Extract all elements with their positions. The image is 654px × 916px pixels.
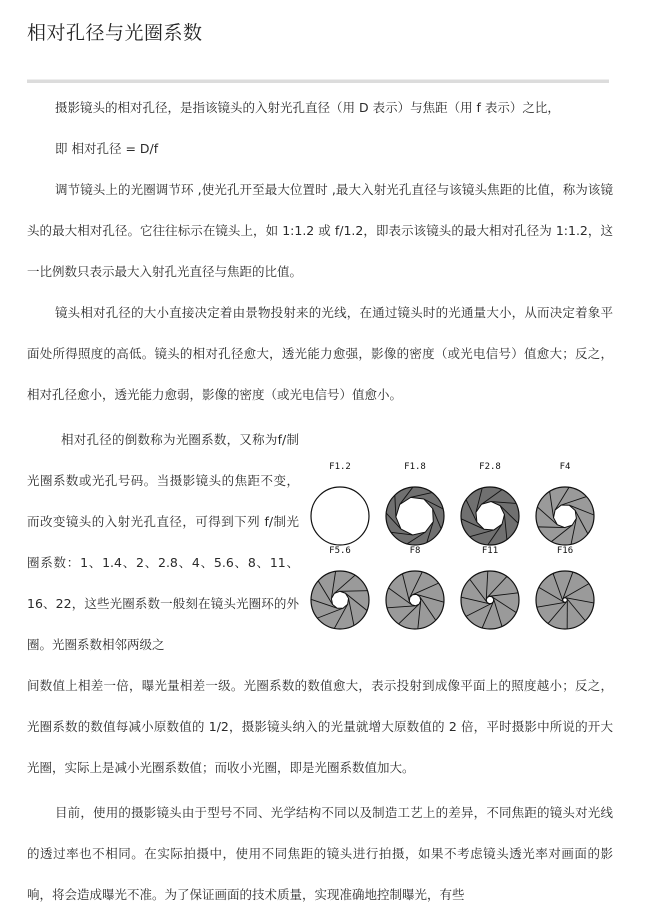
aperture-icon xyxy=(308,568,372,632)
title-divider xyxy=(27,79,609,83)
paragraph-3: 镜头相对孔径的大小直接决定着由景物投射来的光线，在通过镜头时的光通量大小，从而决定着象平面处所得照度的高低。镜头的相对孔径愈大，透光能力愈强，影像的密度（或光电信号）值愈大；反之，相对孔径愈小，透光能力愈弱，影像的密度（或光电信号）值愈小。 xyxy=(27,305,613,402)
aperture-icon xyxy=(533,484,597,548)
aperture-label-f1-8: F1.8 xyxy=(404,462,426,472)
aperture-icon xyxy=(383,484,447,548)
paragraph-6: 目前，使用的摄影镜头由于型号不同、光学结构不同以及制造工艺上的差异，不同焦距的镜头对光线的透过率也不相同。在实际拍摄中，使用不同焦距的镜头进行拍摄，如果不考虑镜头透光率对画面的影响，将会造成曝光不准。为了保证画面的技术质量，实现准确地控制曝光，有些 xyxy=(27,805,613,902)
aperture-icon xyxy=(458,568,522,632)
aperture-label-f2-8: F2.8 xyxy=(479,462,501,472)
aperture-label-f11: F11 xyxy=(481,546,499,556)
aperture-label-f5-6: F5.6 xyxy=(329,546,351,556)
aperture-icon xyxy=(458,484,522,548)
aperture-icon xyxy=(308,484,372,548)
aperture-label-f1-2: F1.2 xyxy=(329,462,351,472)
page-title: 相对孔径与光圈系数 xyxy=(27,22,203,44)
paragraph-2: 调节镜头上的光圈调节环 ,使光孔开至最大位置时 ,最大入射光孔直径与该镜头焦距的比值，称为该镜头的最大相对孔径。它往往标示在镜头上，如 1:1.2 或 f/1.2，即表示该镜头的最大相对孔径为 1:1.2，这一比例数只表示最大入射孔光直径与焦距的比值。 xyxy=(27,182,613,279)
paragraph-5: 间数值上相差一倍，曝光量相差一级。光圈系数的数值愈大，表示投射到成像平面上的照度越小；反之，光圈系数的数值每减小原数值的 1/2，摄影镜头纳入的光量就增大原数值的 2 倍，平时摄影中所说的开大光圈，实际上是减小光圈系数值；而收小光圈，即是光圈系数值加大。 xyxy=(27,678,613,775)
paragraph-formula: 即 相对孔径 = D/f xyxy=(55,141,159,156)
aperture-icon xyxy=(383,568,447,632)
aperture-label-f16: F16 xyxy=(556,546,574,556)
aperture-label-f4: F4 xyxy=(559,462,571,472)
aperture-label-f8: F8 xyxy=(409,546,421,556)
paragraph-4: 相对孔径的倒数称为光圈系数，又称为f/制光圈系数或光孔号码。当摄影镜头的焦距不变，而改变镜头的入射光孔直径，可得到下列 f/制光圈系数：1、1.4、2、2.8、4、5.6、8、11、16、22，这些光圈系数一般刻在镜头光圈环的外圈。光圈系数相邻两级之 xyxy=(27,432,299,652)
aperture-icon xyxy=(533,568,597,632)
paragraph-1: 摄影镜头的相对孔径，是指该镜头的入射光孔直径（用 D 表示）与焦距（用 f 表示）之比， xyxy=(55,100,560,115)
aperture-diagram xyxy=(300,462,610,632)
